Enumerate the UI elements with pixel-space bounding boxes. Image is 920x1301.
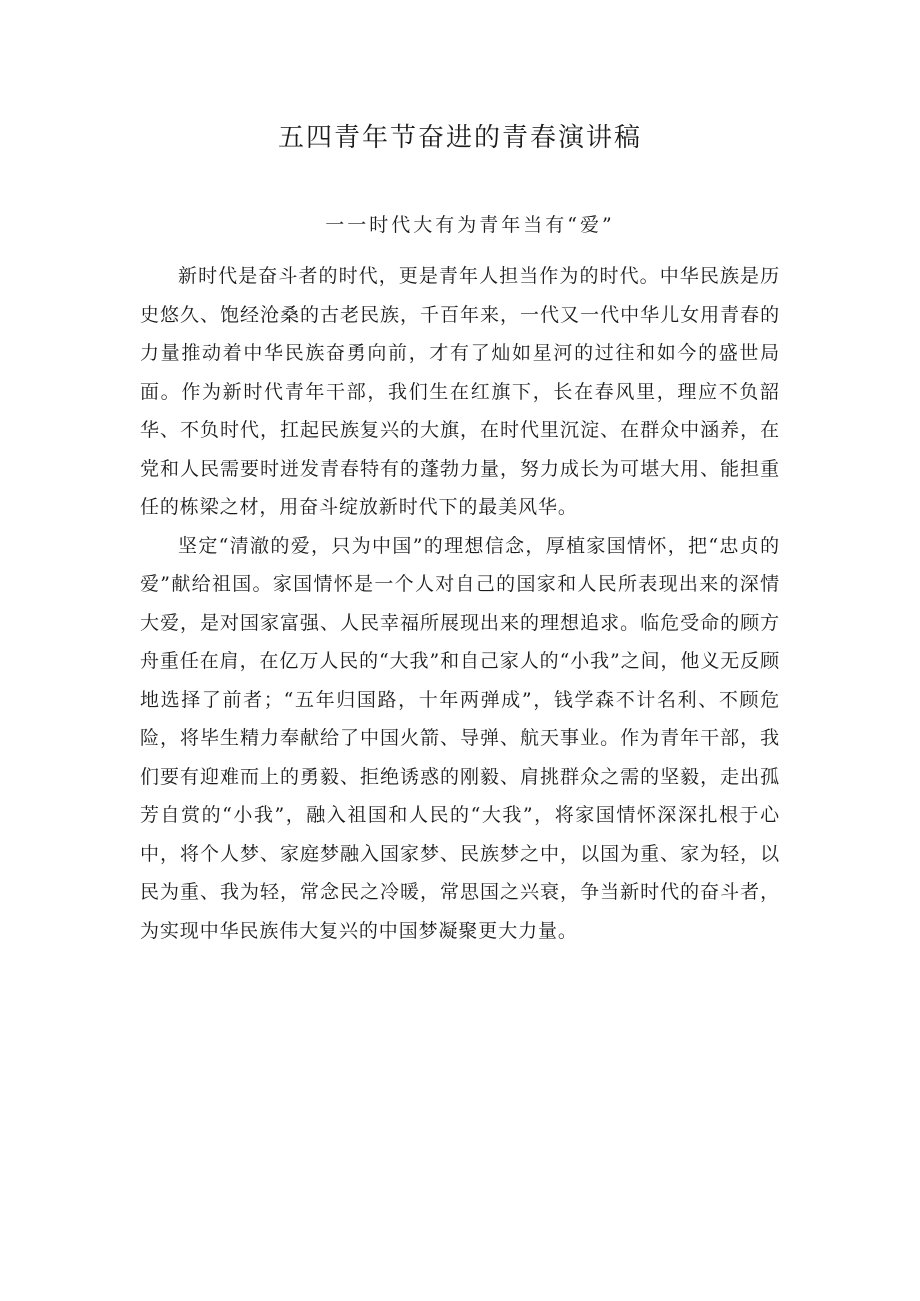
document-subtitle: 一一时代大有为青年当有“爱” <box>325 214 615 236</box>
paragraph: 坚定“清澈的爱，只为中国”的理想信念，厚植家国情怀，把“忠贞的爱”献给祖国。家国情怀是一个人对自己的国家和人民所表现出来的深情大爱，是对国家富强、人民幸福所展现出来的理想追求。临危受命的顾方舟重任在肩，在亿万人民的“大我”和自己家人的“小我”之间，他义无反顾地选择了前者；“五年归国路，十年两弹成”，钱学森不计名利、不顾危险，将毕生精力奉献给了中国火箭、导弹、航天事业。作为青年干部，我们要有迎难而上的勇毅、拒绝诱惑的刚毅、肩挑群众之需的坚毅，走出孤芳自赏的“小我”，融入祖国和人民的“大我”，将家国情怀深深扎根于心中，将个人梦、家庭梦融入国家梦、民族梦之中，以国为重、家为轻，以民为重、我为轻，常念民之冷暖，常思国之兴衰，争当新时代的奋斗者，为实现中华民族伟大复兴的中国梦凝聚更大力量。 <box>140 534 780 942</box>
document-body <box>140 257 780 950</box>
document-title: 五四青年节奋进的青春演讲稿 <box>277 123 642 153</box>
paragraph: 新时代是奋斗者的时代，更是青年人担当作为的时代。中华民族是历史悠久、饱经沧桑的古老民族，千百年来，一代又一代中华儿女用青春的力量推动着中华民族奋勇向前，才有了灿如星河的过往和如今的盛世局面。作为新时代青年干部，我们生在红旗下，长在春风里，理应不负韶华、不负时代，扛起民族复兴的大旗，在时代里沉淀、在群众中涵养，在党和人民需要时迸发青春特有的蓬勃力量，努力成长为可堪大用、能担重任的栋梁之材，用奋斗绽放新时代下的最美风华。 <box>140 265 780 518</box>
